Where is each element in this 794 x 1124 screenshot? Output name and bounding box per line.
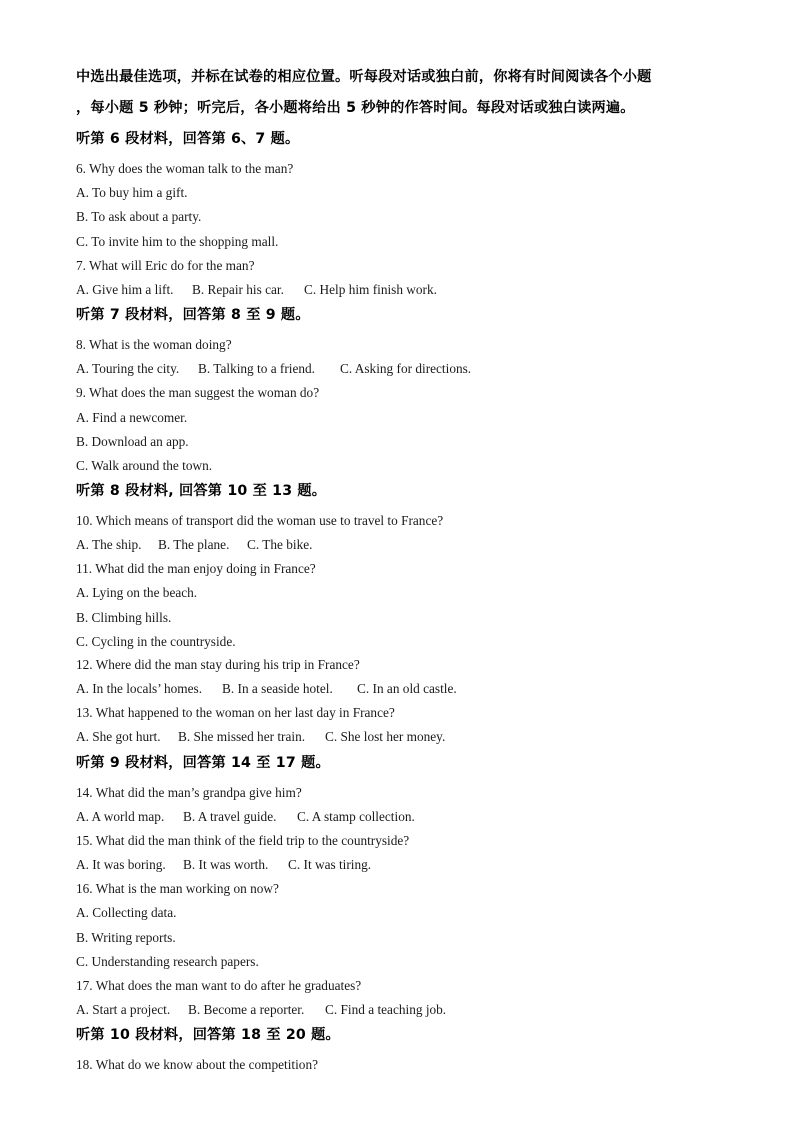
options-row: [76, 537, 313, 553]
options-row: [76, 282, 437, 298]
instructions-line-1: 中选出最佳选项，并标在试卷的相应位置。听每段对话或独白前，你将有时间阅读各个小题: [76, 69, 652, 85]
options-row: [76, 809, 415, 825]
answer-option: B. Become a reporter.: [188, 1002, 305, 1017]
question-stem: 8. What is the woman doing?: [76, 337, 232, 352]
answer-option: A. It was boring.: [76, 857, 166, 872]
answer-option: B. Download an app.: [76, 434, 189, 449]
answer-option: A. Collecting data.: [76, 905, 177, 920]
answer-option: C. In an old castle.: [357, 681, 457, 696]
options-row: [76, 1002, 446, 1018]
answer-option: A. Start a project.: [76, 1002, 171, 1017]
question-stem: 18. What do we know about the competition?: [76, 1057, 318, 1072]
answer-option: C. It was tiring.: [288, 857, 372, 872]
answer-option: B. She missed her train.: [178, 729, 306, 744]
question-stem: 11. What did the man enjoy doing in France?: [76, 561, 316, 576]
answer-option: B. In a seaside hotel.: [222, 681, 333, 696]
answer-option: A. She got hurt.: [76, 729, 161, 744]
question-stem: 16. What is the man working on now?: [76, 881, 279, 896]
answer-option: B. A travel guide.: [183, 809, 277, 824]
answer-option: A. In the locals’ homes.: [76, 681, 203, 696]
answer-option: C. Find a teaching job.: [325, 1002, 447, 1017]
answer-option: C. Understanding research papers.: [76, 954, 259, 969]
question-stem: 13. What happened to the woman on her last day in France?: [76, 705, 395, 720]
options-row: [76, 857, 371, 873]
answer-option: A. Find a newcomer.: [76, 410, 188, 425]
answer-option: A. A world map.: [76, 809, 165, 824]
answer-option: C. To invite him to the shopping mall.: [76, 234, 279, 249]
question-stem: 9. What does the man suggest the woman do?: [76, 385, 320, 400]
answer-option: A. Lying on the beach.: [76, 585, 198, 600]
answer-option: C. The bike.: [247, 537, 313, 552]
answer-option: C. She lost her money.: [325, 729, 446, 744]
question-stem: 10. Which means of transport did the woman use to travel to France?: [76, 513, 444, 528]
question-stem: 6. Why does the woman talk to the man?: [76, 161, 294, 176]
options-row: [76, 729, 445, 745]
question-stem: 7. What will Eric do for the man?: [76, 258, 255, 273]
answer-option: A. To buy him a gift.: [76, 185, 188, 200]
answer-option: B. The plane.: [158, 537, 230, 552]
answer-option: B. To ask about a party.: [76, 209, 202, 224]
answer-option: B. Writing reports.: [76, 930, 176, 945]
answer-option: B. It was worth.: [183, 857, 269, 872]
answer-option: C. A stamp collection.: [297, 809, 415, 824]
answer-option: B. Climbing hills.: [76, 610, 172, 625]
question-stem: 12. Where did the man stay during his trip in France?: [76, 657, 360, 672]
answer-option: C. Cycling in the countryside.: [76, 634, 236, 649]
options-row: [76, 361, 471, 377]
question-stem: 14. What did the man’s grandpa give him?: [76, 785, 302, 800]
answer-option: B. Repair his car.: [192, 282, 284, 297]
options-row: [76, 681, 457, 697]
answer-option: A. Touring the city.: [76, 361, 180, 376]
section-heading: 听第 7 段材料，回答第 8 至 9 题。: [76, 307, 310, 323]
answer-option: C. Help him finish work.: [304, 282, 437, 297]
answer-option: A. Give him a lift.: [76, 282, 174, 297]
answer-option: C. Asking for directions.: [340, 361, 472, 376]
section-heading: 听第 10 段材料，回答第 18 至 20 题。: [76, 1027, 340, 1043]
instructions-line-2: ，每小题 5 秒钟；听完后，各小题将给出 5 秒钟的作答时间。每段对话或独白读两遍。: [76, 100, 635, 116]
section-heading: 听第 9 段材料，回答第 14 至 17 题。: [76, 755, 330, 771]
answer-option: B. Talking to a friend.: [198, 361, 315, 376]
answer-option: C. Walk around the town.: [76, 458, 213, 473]
section-heading: 听第 6 段材料，回答第 6、7 题。: [76, 131, 300, 147]
section-heading: 听第 8 段材料, 回答第 10 至 13 题。: [76, 483, 327, 499]
answer-option: A. The ship.: [76, 537, 142, 552]
question-stem: 17. What does the man want to do after he graduates?: [76, 978, 362, 993]
question-stem: 15. What did the man think of the field trip to the countryside?: [76, 833, 410, 848]
